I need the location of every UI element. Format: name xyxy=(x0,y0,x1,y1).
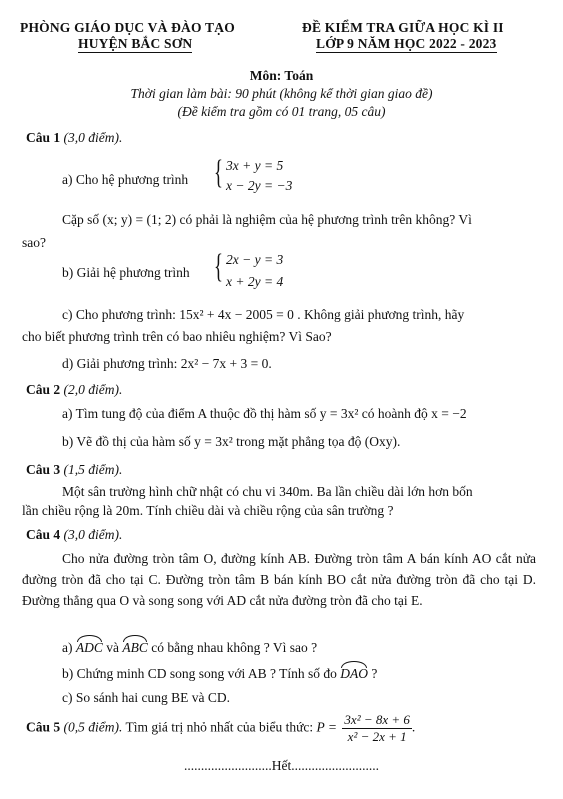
arc-abc: ABC xyxy=(122,640,148,655)
q1a-eq2: x − 2y = −3 xyxy=(226,178,293,193)
q1-heading: Câu 1 (3,0 điểm). xyxy=(26,130,123,145)
q1c-line2: cho biết phương trình trên có bao nhiêu nghiệm? Vì Sao? xyxy=(22,329,332,344)
q1d-text: d) Giải phương trình: 2x² − 7x + 3 = 0. xyxy=(62,356,272,371)
q1c-line1: c) Cho phương trình: 15x² + 4x − 2005 = 0 . Không giải phương trình, hãy xyxy=(62,307,465,322)
time-note: Thời gian làm bài: 90 phút (không kể thời gian giao đề) xyxy=(130,86,433,101)
q2b-text: b) Vẽ đồ thị của hàm số y = 3x² trong mặt phẳng tọa độ (Oxy). xyxy=(62,434,401,449)
q4c-text: c) So sánh hai cung BE và CD. xyxy=(62,690,230,705)
q4-body: Cho nửa đường tròn tâm O, đường kính AB. Đường tròn tâm A bán kính AO cắt nửa đường tròn đã cho tại C. Đường tròn tâm B bán kính BO cắt nửa đường tròn đã cho tại D. Đường thẳng qua O và song song với AD cắt nửa đường tròn đã cho tại E. xyxy=(22,551,536,608)
q2-heading: Câu 2 (2,0 điểm). xyxy=(26,382,123,397)
subject: Môn: Toán xyxy=(249,68,314,83)
district-name: HUYỆN BẮC SƠN xyxy=(78,36,193,51)
page-note: (Đề kiểm tra gồm có 01 trang, 05 câu) xyxy=(177,104,386,119)
q1a-text: a) Cho hệ phương trình xyxy=(62,172,189,187)
q1a-brace: { xyxy=(214,154,223,191)
arc-adc: ADC xyxy=(75,640,103,655)
q4a-text: a) ADC và ABC có bằng nhau không ? Vì sao ? xyxy=(62,640,318,655)
q1b-brace: { xyxy=(214,248,223,285)
exam-grade-year: LỚP 9 NĂM HỌC 2022 - 2023 xyxy=(316,36,497,51)
q3-line2: lần chiều rộng là 20m. Tính chiều dài và chiều rộng của sân trường ? xyxy=(22,503,394,518)
q5-fraction: $\frac{\text{3x² − 8x + 6}}{\text{x² − 2x + 1}}$ xyxy=(344,712,410,744)
q1b-eq1: 2x − y = 3 xyxy=(226,252,284,267)
q1a-question-line1: Cặp số (x; y) = (1; 2) có phải là nghiệm của hệ phương trình trên không? Vì xyxy=(62,212,472,227)
q1b-eq2: x + 2y = 4 xyxy=(226,274,284,289)
q2a-text: a) Tìm tung độ của điểm A thuộc đồ thị hàm số y = 3x² có hoành độ x = −2 xyxy=(62,406,467,421)
department-name: PHÒNG GIÁO DỤC VÀ ĐÀO TẠO xyxy=(20,20,235,35)
q4b-text: b) Chứng minh CD song song với AB ? Tính số đo DAO ? xyxy=(62,666,378,681)
arc-dao: DAO xyxy=(340,666,368,681)
q3-heading: Câu 3 (1,5 điểm). xyxy=(26,462,123,477)
q4-heading: Câu 4 (3,0 điểm). xyxy=(26,527,123,542)
q5-line: Câu 5 (0,5 điểm). Tìm giá trị nhỏ nhất của biểu thức: P = $\frac{\text{3x² − 8x + 6}}{\text{x² − 2x + 1}}$ . xyxy=(26,712,416,744)
q1a-eq1: 3x + y = 5 xyxy=(226,158,284,173)
q1b-text: b) Giải hệ phương trình xyxy=(62,265,190,280)
exam-title: ĐỀ KIỂM TRA GIỮA HỌC KÌ II xyxy=(302,20,504,35)
q1a-question-line2: sao? xyxy=(22,235,46,250)
end-marker: ..........................Hết.......................... xyxy=(184,758,379,773)
q3-line1: Một sân trường hình chữ nhật có chu vi 340m. Ba lần chiều dài lớn hơn bốn xyxy=(62,484,473,499)
